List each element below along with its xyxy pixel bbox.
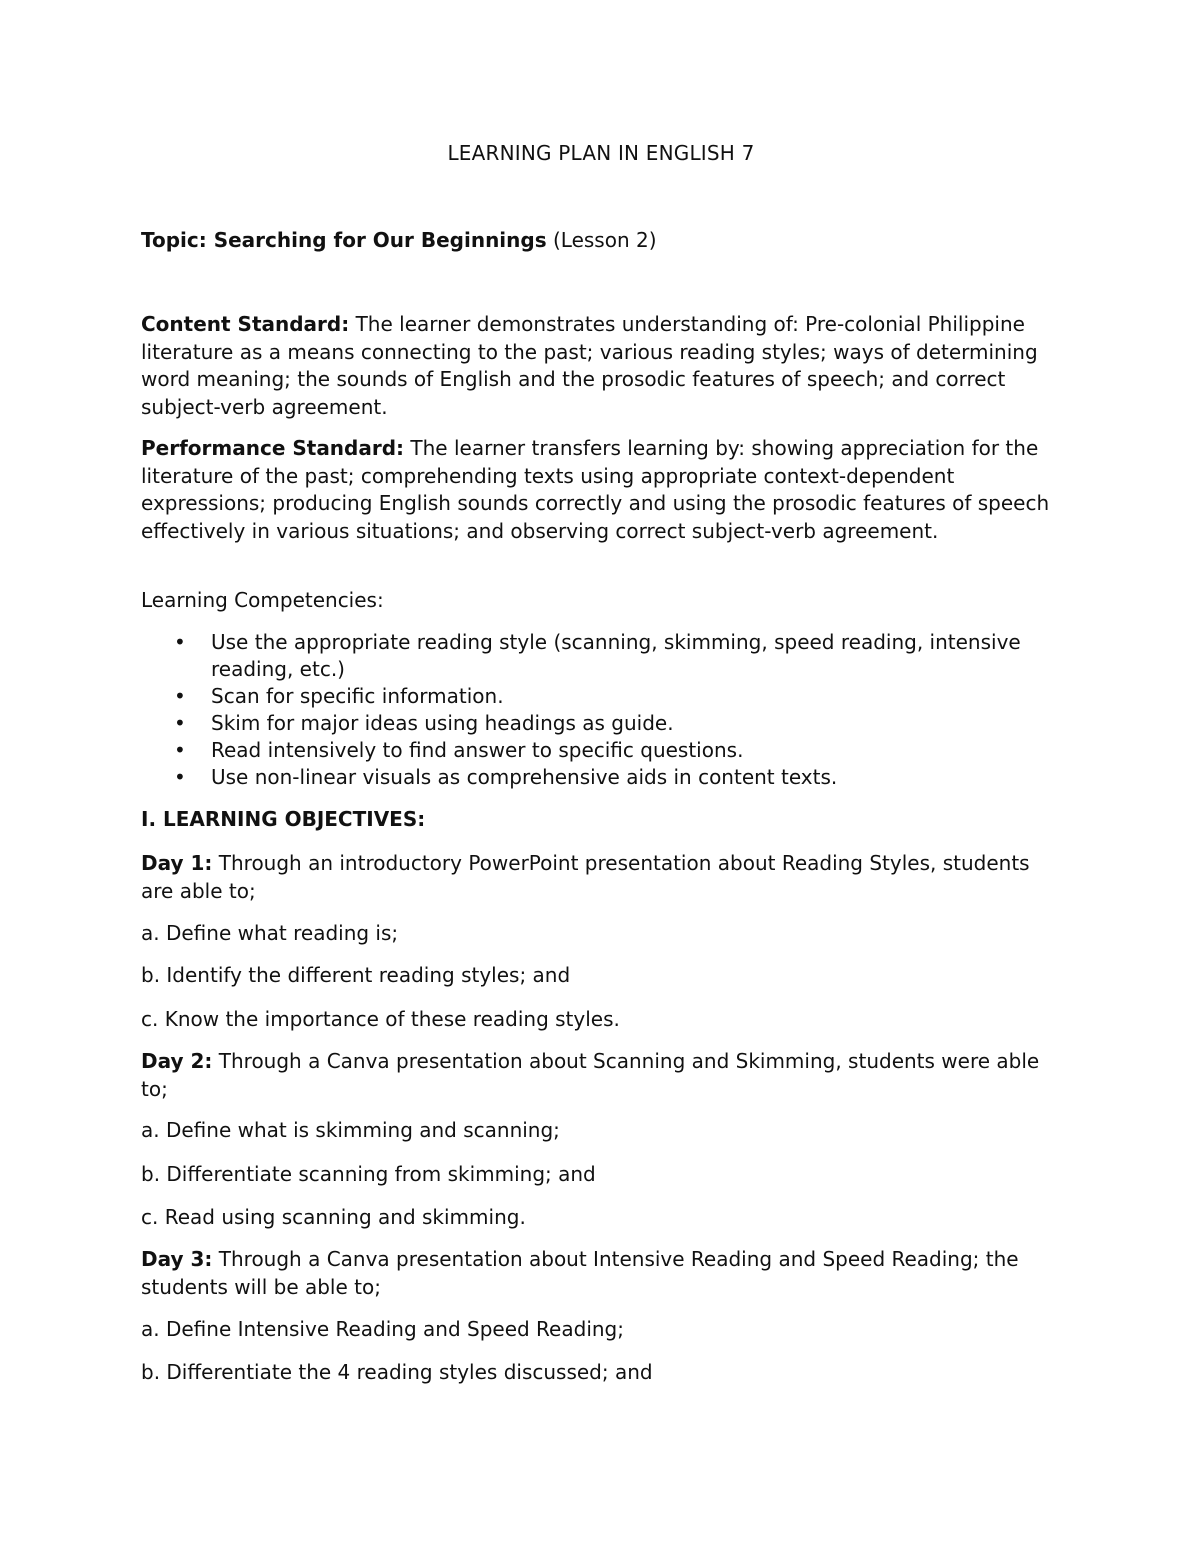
day-2-intro: [141, 1048, 1061, 1103]
topic-label: Topic: Searching for Our Beginnings: [141, 228, 547, 252]
bullet-icon: •: [174, 630, 186, 654]
competency-text: Use the appropriate reading style (scanning, skimming, speed reading, intensive reading, etc.): [211, 630, 1021, 681]
content-standard-text: The learner demonstrates understanding of: Pre-colonial Philippine literature as a means connecting to the past; various reading styles; ways of determining word meaning; the sounds of English and the prosodic features of speech; and correct subject-verb agreement.: [141, 312, 1038, 419]
day-1-item-b: b. Identify the different reading styles; and: [141, 963, 571, 987]
document-title: LEARNING PLAN IN ENGLISH 7: [447, 141, 755, 165]
list-item: [141, 737, 1061, 764]
competency-text: Scan for specific information.: [211, 684, 504, 708]
day-2-item-b: b. Differentiate scanning from skimming; and: [141, 1162, 596, 1186]
list-item: [141, 629, 1061, 683]
day-1-label: Day 1:: [141, 851, 213, 875]
topic-note: (Lesson 2): [546, 228, 657, 252]
competencies-heading: Learning Competencies:: [141, 588, 384, 612]
performance-standard: [141, 435, 1061, 545]
day-2-text: Through a Canva presentation about Scanning and Skimming, students were able to;: [141, 1049, 1040, 1101]
day-2-item-a: a. Define what is skimming and scanning;: [141, 1118, 560, 1142]
competency-text: Skim for major ideas using headings as guide.: [211, 711, 674, 735]
bullet-icon: •: [174, 711, 186, 735]
day-3-item-a: a. Define Intensive Reading and Speed Reading;: [141, 1317, 624, 1341]
competency-text: Use non-linear visuals as comprehensive aids in content texts.: [211, 765, 838, 789]
competencies-list-container: [141, 629, 1061, 791]
bullet-icon: •: [174, 684, 186, 708]
competency-text: Read intensively to find answer to specific questions.: [211, 738, 744, 762]
objectives-heading: I. LEARNING OBJECTIVES:: [141, 807, 426, 831]
list-item: [141, 710, 1061, 737]
performance-standard-label: Performance Standard:: [141, 436, 405, 460]
day-1-text: Through an introductory PowerPoint presentation about Reading Styles, students are able to;: [141, 851, 1030, 903]
day-3-text: Through a Canva presentation about Intensive Reading and Speed Reading; the students will be able to;: [141, 1247, 1019, 1299]
performance-standard-text: The learner transfers learning by: showing appreciation for the literature of the past; comprehending texts using appropriate context-dependent expressions; producing English sounds correctly and using the prosodic features of speech effectively in various situations; and observing correct subject-verb agreement.: [141, 436, 1050, 543]
day-3-label: Day 3:: [141, 1247, 213, 1271]
list-item: [141, 764, 1061, 791]
bullet-icon: •: [174, 765, 186, 789]
bullet-icon: •: [174, 738, 186, 762]
day-2-label: Day 2:: [141, 1049, 213, 1073]
day-1-intro: [141, 850, 1061, 905]
topic-line: [141, 227, 1061, 255]
day-2-item-c: c. Read using scanning and skimming.: [141, 1205, 526, 1229]
day-1-item-c: c. Know the importance of these reading styles.: [141, 1007, 620, 1031]
competencies-list: [141, 629, 1061, 791]
content-standard-label: Content Standard:: [141, 312, 350, 336]
list-item: [141, 683, 1061, 710]
content-standard: [141, 311, 1061, 421]
day-3-item-b: b. Differentiate the 4 reading styles discussed; and: [141, 1360, 653, 1384]
day-1-item-a: a. Define what reading is;: [141, 921, 399, 945]
day-3-intro: [141, 1246, 1061, 1301]
